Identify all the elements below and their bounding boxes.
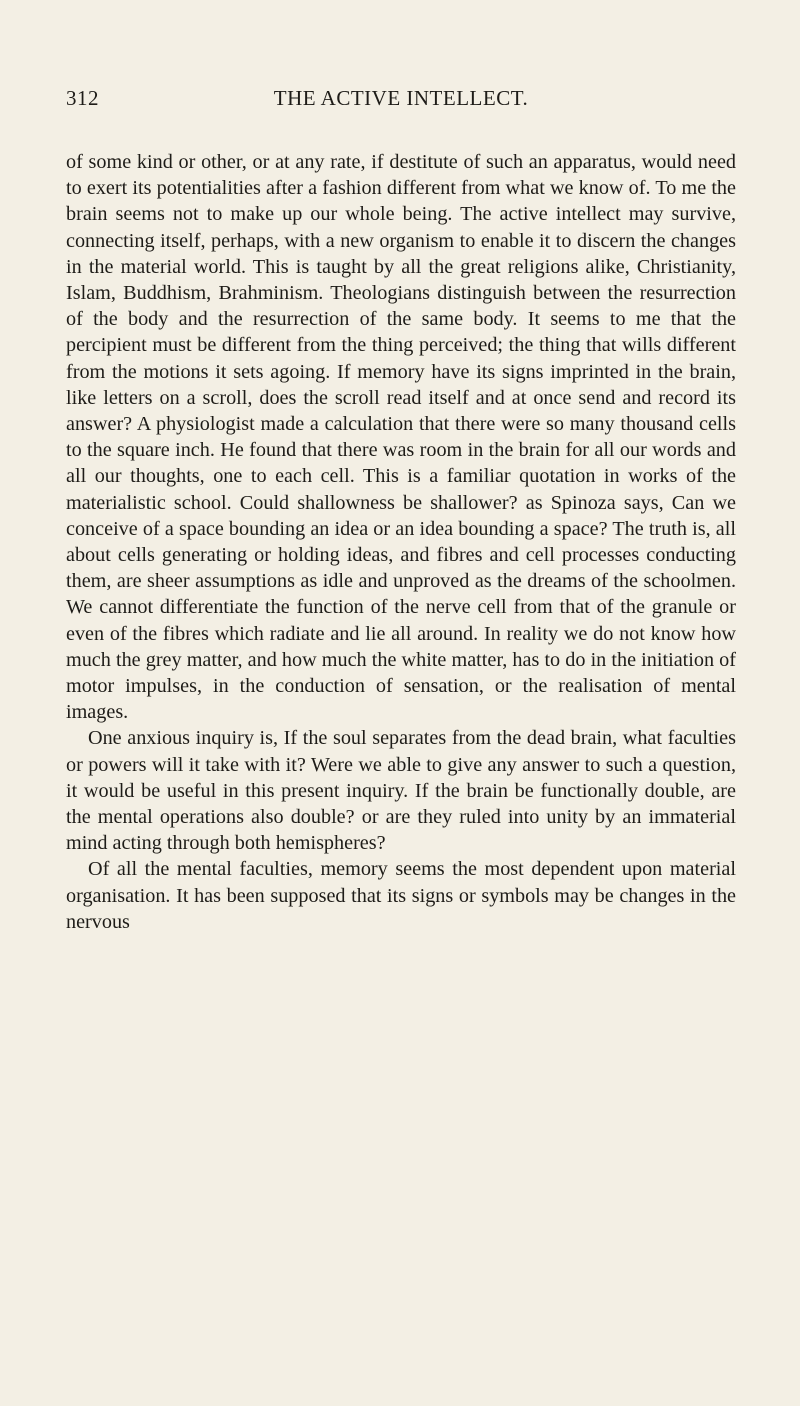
page-number: 312 [66,86,99,110]
paragraph-3: Of all the mental faculties, memory seems the most dependent upon material organisation. It has been supposed that its signs or symbols may be changes in the nervous [66,858,736,933]
paragraph-1: of some kind or other, or at any rate, if destitute of such an apparatus, would need to exert its potentialities after a fashion different from what we know of. To me the brain seems not to make up our whole being. The active intellect may survive, connecting itself, perhaps, with a new organism to enable it to discern the changes in the material world. This is taught by all the great religions alike, Christianity, Islam, Buddhism, Brahminism. Theologians distinguish between the resurrection of the body and the resurrection of the same body. It seems to me that the percipient must be different from the thing perceived; the thing that wills different from the motions it sets agoing. If memory have its signs imprinted in the brain, like letters on a scroll, does the scroll read itself and at once send and record its answer? A physiologist made a calculation that there were so many thousand cells to the square inch. He found that there was room in the brain for all our words and all our thoughts, one to each cell. This is a familiar quotation in works of the materialistic school. Could shallowness be shallower? as Spinoza says, Can we conceive of a space bounding an idea or an idea bounding a space? The truth is, all about cells generating or holding ideas, and fibres and cell processes conducting them, are sheer assumptions as idle and unproved as the dreams of the schoolmen. We cannot differentiate the function of the nerve cell from that of the granule or even of the fibres which radiate and lie all around. In reality we do not know how much the grey matter, and how much the white matter, has to do in the initiation of motor impulses, in the conduction of sensation, or the realisation of mental images. [66,151,736,724]
paragraph-2: One anxious inquiry is, If the soul separates from the dead brain, what faculties or powers will it take with it? Were we able to give any answer to such a question, it would be useful in this present inquiry. If the brain be functionally double, are the mental operations also double? or are they ruled into unity by an immaterial mind acting through both hemispheres? [66,727,736,855]
running-title: THE ACTIVE INTELLECT. [273,86,529,110]
running-head [66,86,736,114]
body-text [66,149,736,935]
